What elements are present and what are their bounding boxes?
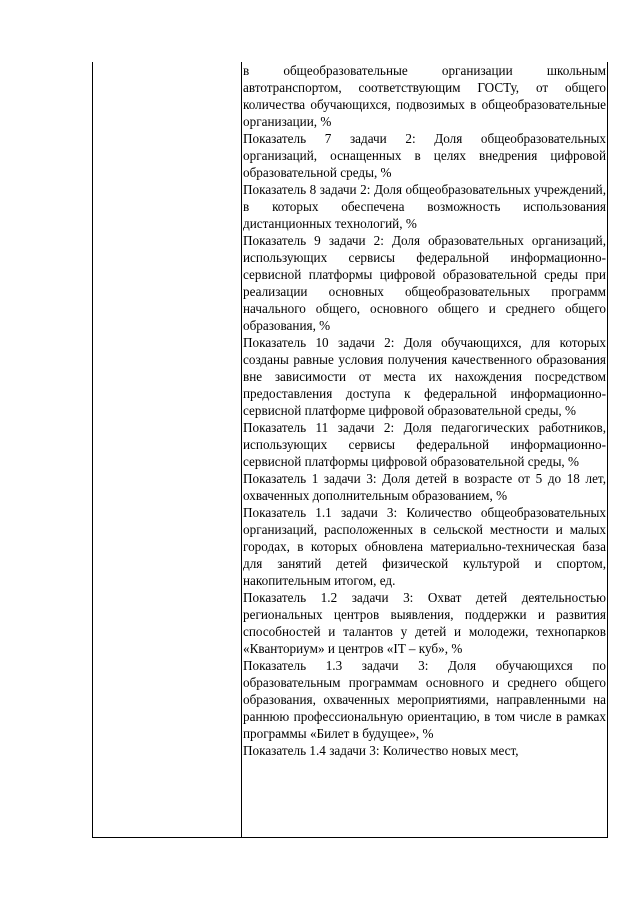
column-divider	[241, 62, 242, 838]
indicator-paragraph: Показатель 8 задачи 2: Доля общеобразовательных учреждений, в которых обеспечена возможность использования дистанционных технологий, %	[243, 182, 606, 231]
indicator-paragraph: в общеобразовательные организации школьным автотранспортом, соответствующим ГОСТу, от общего количества обучающихся, подвозимых в общеобразовательные организации, %	[243, 63, 606, 129]
indicator-paragraph: Показатель 7 задачи 2: Доля общеобразовательных организаций, оснащенных в целях внедрения цифровой образовательной среды, %	[243, 131, 606, 180]
indicator-paragraph: Показатель 1.4 задачи 3: Количество новых мест,	[243, 743, 519, 758]
indicator-paragraph: Показатель 1.1 задачи 3: Количество общеобразовательных организаций, расположенных в сельской местности и малых городах, в которых обновлена материально-техническая база для занятий детей физической культурой и спортом, накопительным итогом, ед.	[243, 505, 606, 588]
indicator-paragraph: Показатель 1 задачи 3: Доля детей в возрасте от 5 до 18 лет, охваченных дополнительным образованием, %	[243, 471, 606, 503]
indicator-paragraph: Показатель 11 задачи 2: Доля педагогических работников, использующих сервисы федеральной информационно-сервисной платформы цифровой образовательной среды, %	[243, 420, 606, 469]
indicators-cell	[243, 62, 606, 759]
indicator-paragraph: Показатель 10 задачи 2: Доля обучающихся, для которых созданы равные условия получения качественного образования вне зависимости от места их нахождения посредством предоставления доступа к федеральной информационно-сервисной платформе цифровой образовательной среды, %	[243, 335, 606, 418]
indicator-paragraph: Показатель 1.3 задачи 3: Доля обучающихся по образовательным программам основного и среднего общего образования, охваченных мероприятиями, направленными на раннюю профессиональную ориентацию, в том числе в рамках программы «Билет в будущее», %	[243, 658, 606, 741]
indicator-paragraph: Показатель 1.2 задачи 3: Охват детей деятельностью региональных центров выявления, поддержки и развития способностей и талантов у детей и молодежи, технопарков «Кванториум» и центров «IT – куб», %	[243, 590, 606, 656]
indicator-paragraph: Показатель 9 задачи 2: Доля образовательных организаций, использующих сервисы федеральной информационно-сервисной платформы цифровой образовательной среды при реализации основных общеобразовательных программ начального общего, основного общего и среднего общего образования, %	[243, 233, 606, 333]
